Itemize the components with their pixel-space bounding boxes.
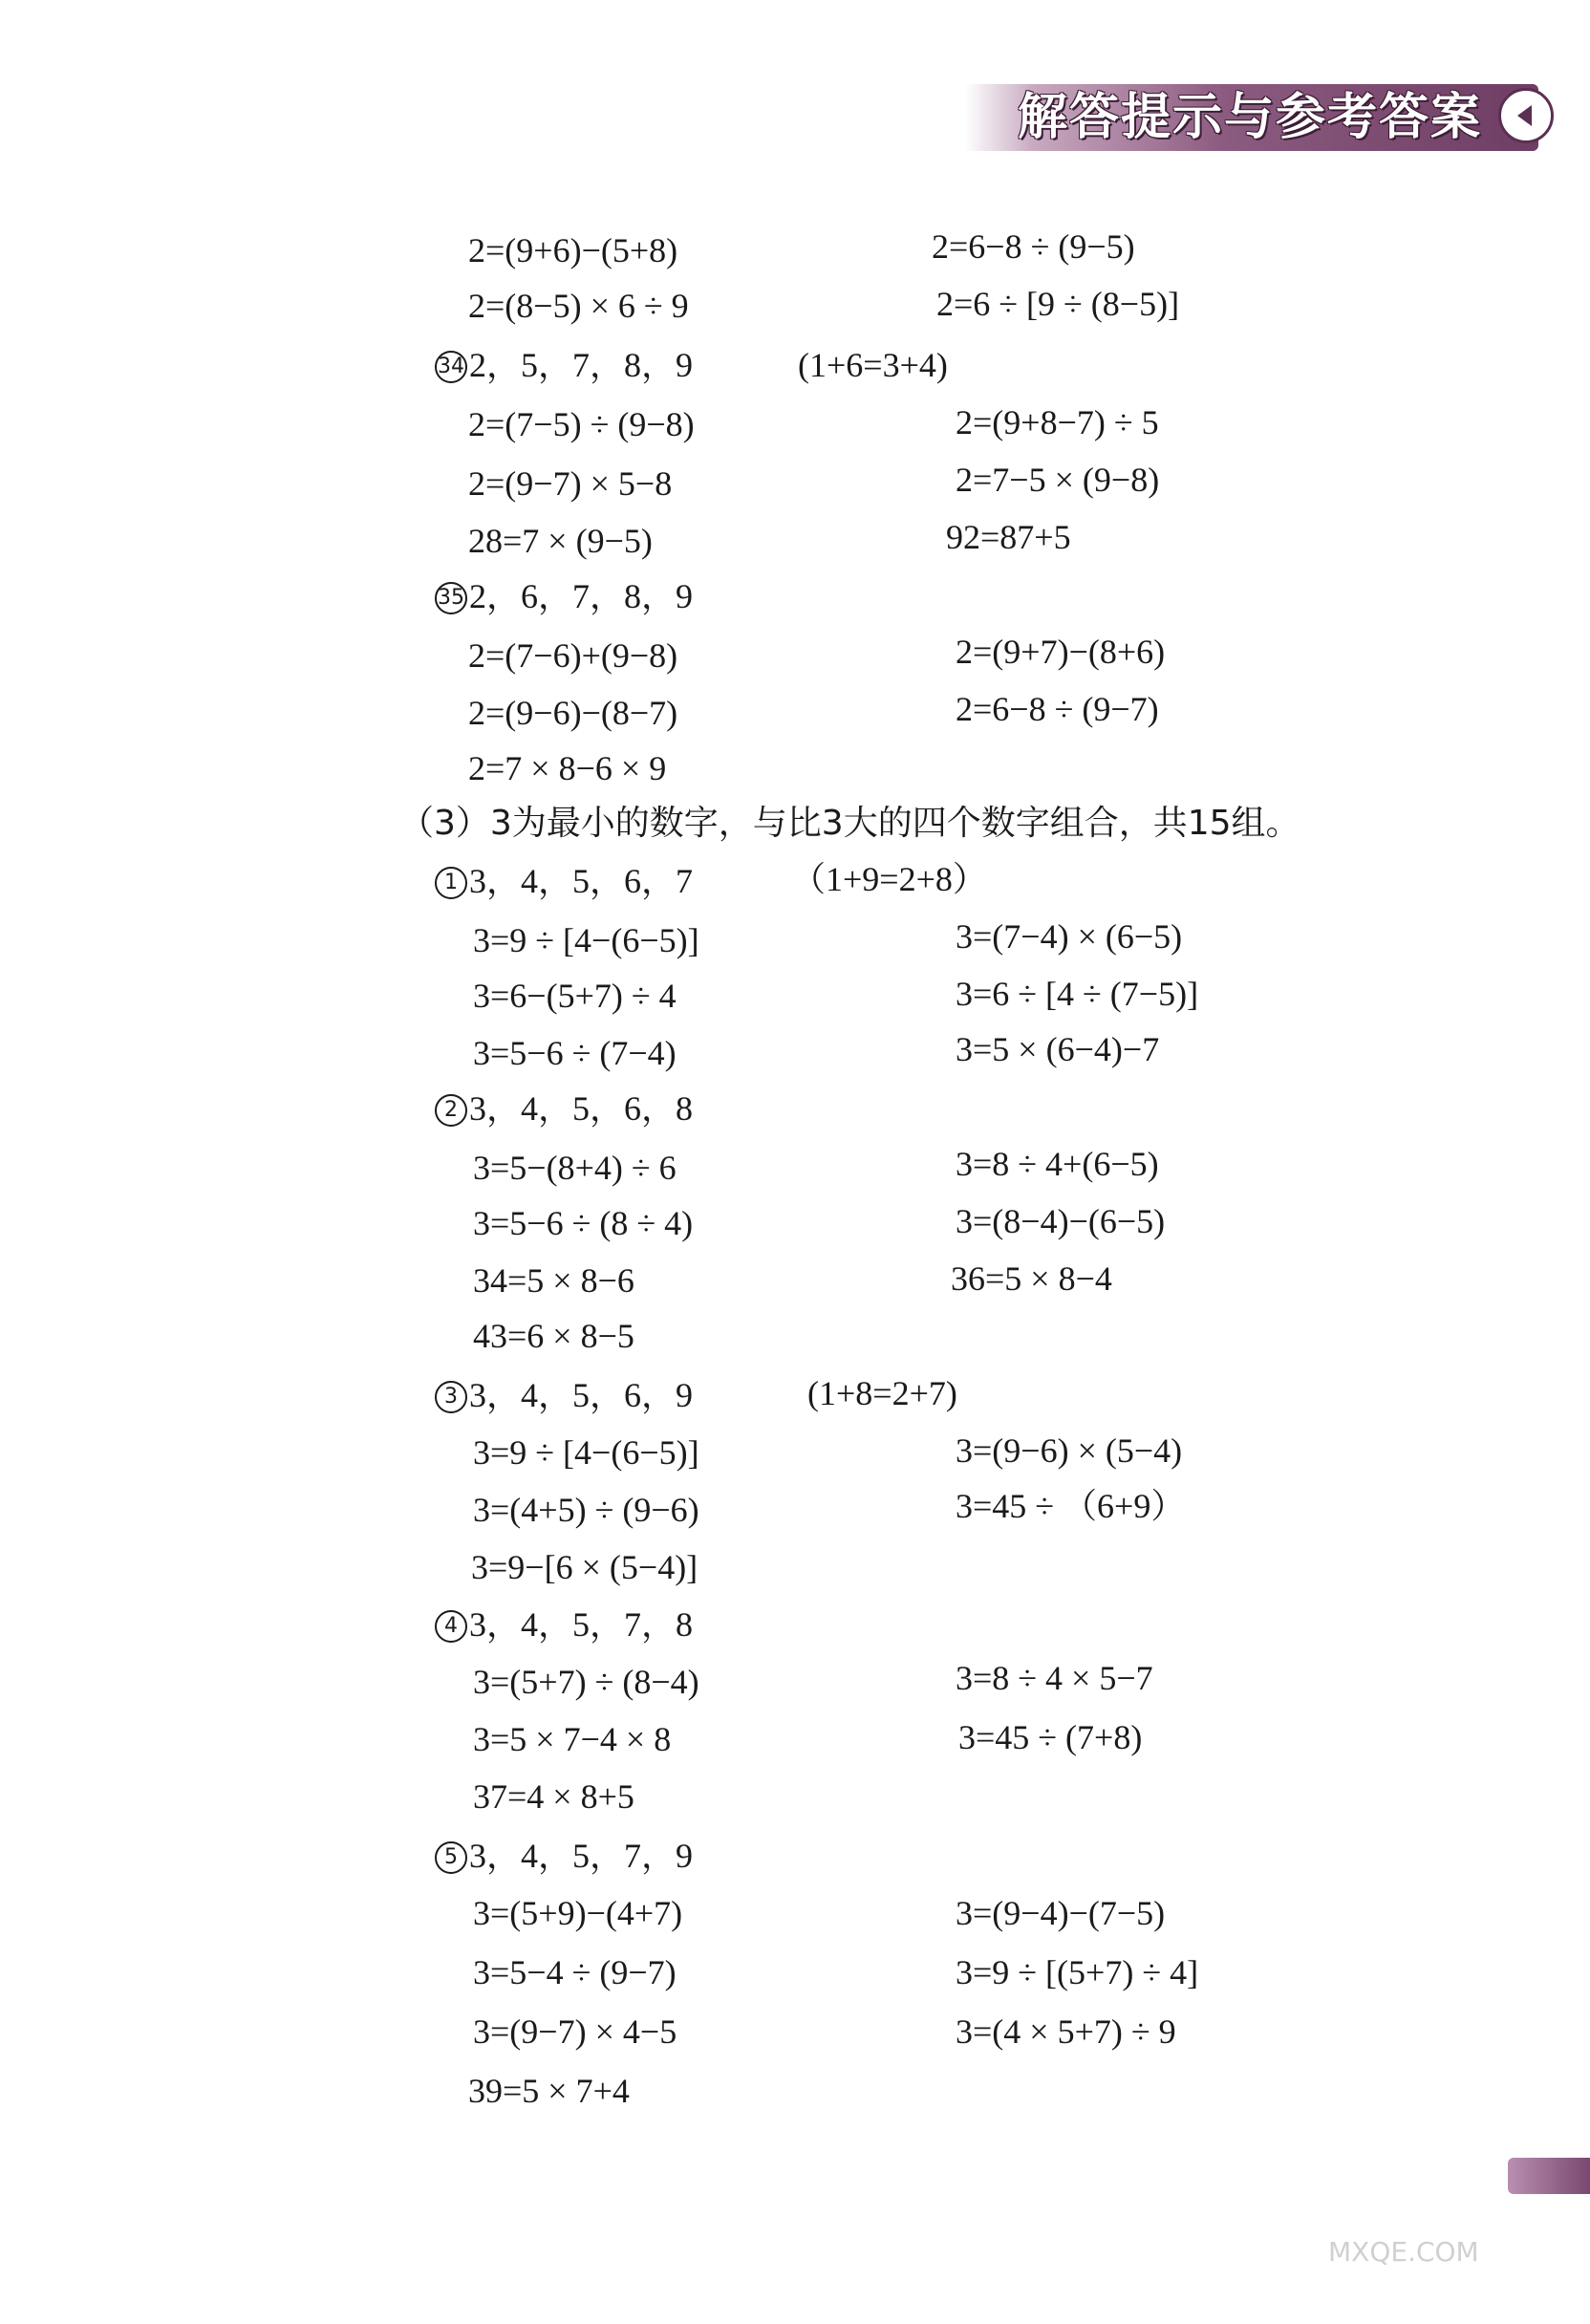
equation-line [471, 1546, 698, 1588]
line-text: 3=9−[6 × (5−4)] [471, 1548, 698, 1586]
line-text: 28=7 × (9−5) [468, 522, 653, 560]
equation-line [468, 285, 689, 327]
line-text: 2=(7−6)+(9−8) [468, 636, 678, 675]
line-text: 3=5−6 ÷ (8 ÷ 4) [473, 1204, 694, 1242]
equation-line [473, 1489, 699, 1531]
line-text: 3，4，5，6，8 [469, 1089, 694, 1128]
equation-line [468, 635, 677, 677]
line-text: 2=(9+7)−(8+6) [956, 633, 1166, 671]
line-text: 3=(8−4)−(6−5) [956, 1202, 1166, 1240]
equation-line [473, 919, 699, 961]
equation-line [956, 973, 1198, 1015]
equation-line [468, 463, 672, 505]
line-text: 3=5−4 ÷ (9−7) [473, 1953, 677, 1991]
line-text: 3=5−(8+4) ÷ 6 [473, 1149, 677, 1187]
line-text: 3=8 ÷ 4 × 5−7 [956, 1659, 1153, 1697]
header-title: 解答提示与参考答案 [1018, 89, 1483, 146]
group-heading [435, 1835, 693, 1877]
line-text: 3，4，5，6，9 [469, 1376, 694, 1414]
circled-number: 35 [435, 582, 467, 614]
equation-line [956, 1028, 1159, 1070]
line-text: 3=5 × 7−4 × 8 [473, 1720, 672, 1758]
equation-line [932, 226, 1135, 268]
equation-line [956, 1143, 1159, 1185]
line-text: 3=9 ÷ [4−(6−5)] [473, 921, 699, 959]
circled-number: 34 [435, 351, 467, 383]
line-text: 2=(9−7) × 5−8 [468, 464, 673, 503]
line-text: 3=6−(5+7) ÷ 4 [473, 977, 677, 1015]
group-heading [435, 1087, 693, 1130]
equation-line [807, 1372, 957, 1414]
line-text: 2，5，7，8，9 [469, 346, 694, 384]
equation-line [956, 1657, 1153, 1699]
line-text: 92=87+5 [946, 518, 1071, 556]
watermark: MXQE.COM [1328, 2236, 1479, 2268]
line-text: 2=7 × 8−6 × 9 [468, 749, 667, 787]
equation-line [473, 1202, 693, 1244]
equation-line [956, 1430, 1182, 1472]
line-text: 2=6−8 ÷ (9−5) [932, 227, 1135, 266]
line-text: 43=6 × 8−5 [473, 1317, 634, 1355]
equation-line [956, 1892, 1165, 1934]
line-text: 39=5 × 7+4 [468, 2072, 630, 2110]
line-text: 2=(9+6)−(5+8) [468, 231, 678, 269]
equation-line [473, 1147, 677, 1189]
group-heading [435, 575, 693, 617]
line-text: 3=(9−6) × (5−4) [956, 1431, 1183, 1470]
line-text: (1+8=2+7) [807, 1374, 957, 1412]
line-text: 3=45 ÷ (7+8) [958, 1718, 1143, 1756]
circled-number: 1 [435, 867, 467, 899]
line-text: 2，6，7，8，9 [469, 577, 694, 615]
line-text: 2=(8−5) × 6 ÷ 9 [468, 287, 689, 325]
line-text: 3=5 × (6−4)−7 [956, 1030, 1160, 1068]
line-text: 3=(7−4) × (6−5) [956, 917, 1183, 956]
section-heading [399, 803, 1300, 845]
circled-number: 2 [435, 1094, 467, 1127]
equation-line [946, 516, 1071, 558]
line-text: 3=(9−4)−(7−5) [956, 1894, 1166, 1932]
equation-line [956, 1951, 1198, 1993]
line-text: （1+9=2+8） [791, 860, 987, 898]
equation-line [791, 858, 987, 900]
equation-line [473, 1259, 634, 1302]
equation-line [798, 344, 948, 386]
line-text: 3=(4 × 5+7) ÷ 9 [956, 2012, 1176, 2051]
equation-line [958, 1716, 1142, 1758]
equation-line [473, 1315, 634, 1357]
line-text: 2=(9+8−7) ÷ 5 [956, 403, 1159, 441]
line-text: 3=9 ÷ [4−(6−5)] [473, 1433, 699, 1472]
equation-line [468, 520, 653, 562]
equation-line [956, 631, 1165, 673]
equation-line [473, 1718, 671, 1760]
equation-line [473, 2011, 677, 2053]
line-text: 3=9 ÷ [(5+7) ÷ 4] [956, 1953, 1199, 1991]
line-text: 2=(7−5) ÷ (9−8) [468, 405, 695, 443]
equation-line [468, 692, 677, 734]
line-text: 3，4，5，7，8 [469, 1605, 694, 1644]
page-tab [1508, 2158, 1590, 2194]
equation-line [473, 975, 677, 1017]
line-text: 34=5 × 8−6 [473, 1261, 634, 1300]
line-text: 2=6 ÷ [9 ÷ (8−5)] [936, 285, 1180, 323]
circled-number: 4 [435, 1610, 467, 1643]
equation-line [951, 1258, 1112, 1300]
line-text: 3，4，5，7，9 [469, 1837, 694, 1875]
line-text: 37=4 × 8+5 [473, 1777, 634, 1816]
line-text: 3=6 ÷ [4 ÷ (7−5)] [956, 975, 1199, 1013]
line-text: 2=(9−6)−(8−7) [468, 694, 678, 732]
group-heading [435, 344, 693, 386]
equation-line [473, 1951, 677, 1993]
equation-line [956, 688, 1159, 730]
equation-line [956, 401, 1159, 443]
line-text: 3=(9−7) × 4−5 [473, 2012, 677, 2051]
equation-line [468, 747, 666, 789]
line-text: 3=8 ÷ 4+(6−5) [956, 1145, 1159, 1183]
equation-line [956, 459, 1159, 501]
equation-line [468, 403, 695, 445]
line-text: 3=5−6 ÷ (7−4) [473, 1034, 677, 1072]
group-heading [435, 860, 693, 902]
equation-line [956, 1485, 1185, 1527]
equation-line [473, 1775, 634, 1818]
line-text: 3=(5+9)−(4+7) [473, 1894, 683, 1932]
equation-line [473, 1032, 677, 1074]
equation-line [473, 1892, 682, 1934]
equation-line [956, 2011, 1176, 2053]
line-text: (1+6=3+4) [798, 346, 948, 384]
equation-line [468, 2070, 630, 2112]
line-text: 2=7−5 × (9−8) [956, 461, 1160, 499]
line-text: 3=45 ÷ （6+9） [956, 1487, 1186, 1525]
line-text: 3，4，5，6，7 [469, 862, 694, 900]
equation-line [936, 283, 1179, 325]
line-text: 36=5 × 8−4 [951, 1259, 1112, 1298]
equation-line [473, 1431, 699, 1474]
line-text: 3=(4+5) ÷ (9−6) [473, 1491, 699, 1529]
group-heading [435, 1374, 693, 1416]
line-text: 2=6−8 ÷ (9−7) [956, 690, 1159, 728]
equation-line [956, 915, 1182, 958]
equation-line [468, 229, 677, 271]
equation-line [956, 1200, 1165, 1242]
back-arrow-icon[interactable] [1498, 88, 1554, 143]
line-text: 3=(5+7) ÷ (8−4) [473, 1663, 699, 1701]
circled-number: 5 [435, 1841, 467, 1874]
equation-line [473, 1661, 699, 1703]
circled-number: 3 [435, 1381, 467, 1413]
group-heading [435, 1603, 693, 1646]
line-text: （3）3为最小的数字，与比3大的四个数字组合，共15组。 [399, 804, 1300, 843]
